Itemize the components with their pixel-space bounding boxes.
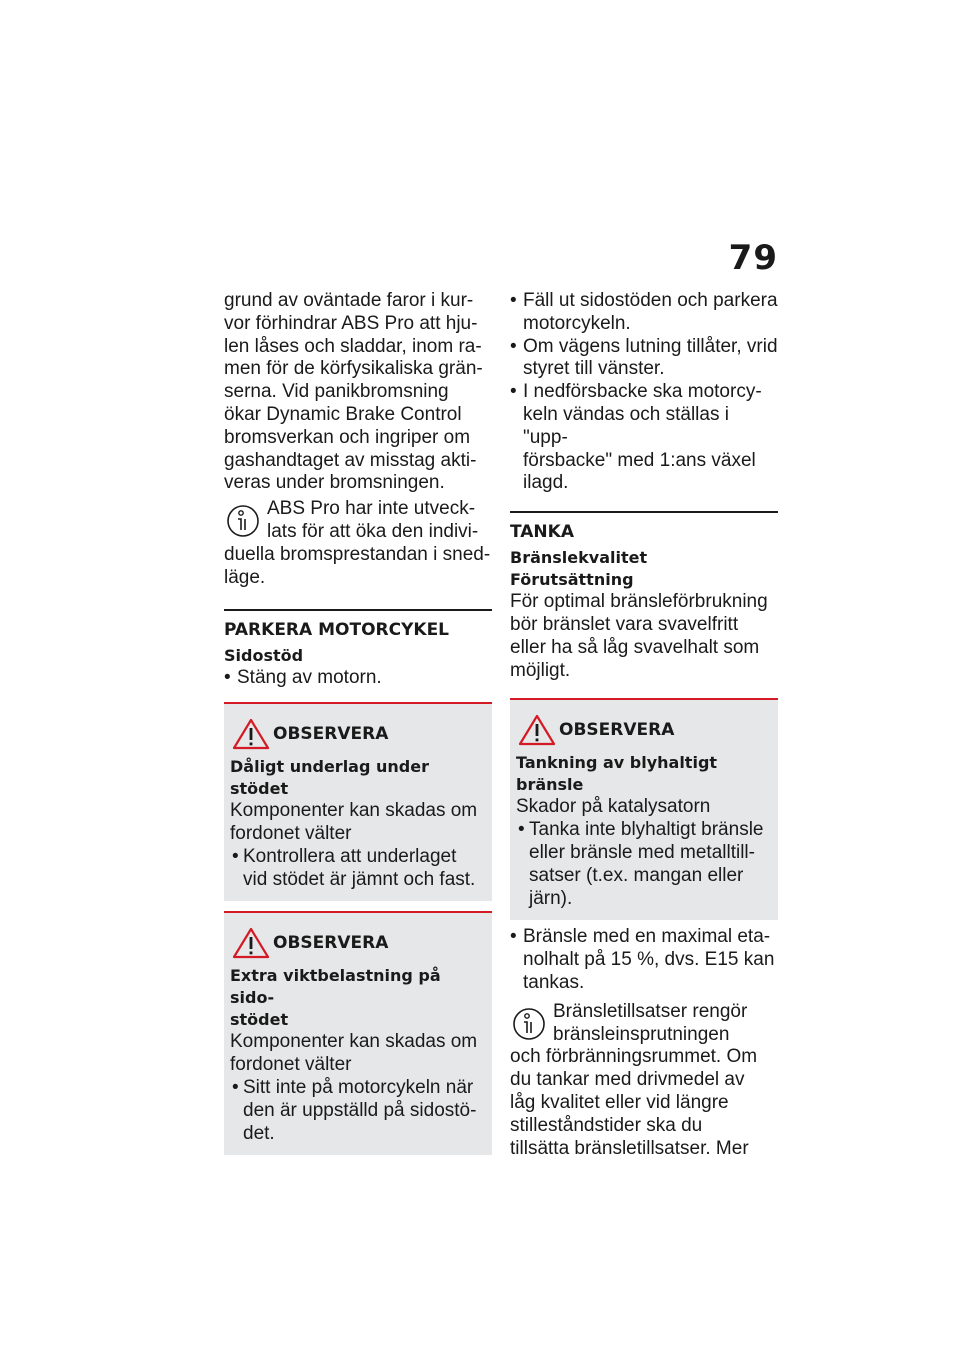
text-line: bränsleinsprutningen [553, 1023, 730, 1045]
notice-title: stödet [230, 1010, 289, 1030]
text-line: och förbränningsrummet. Om [510, 1046, 758, 1068]
text-line: men för de körfysikaliska grän- [224, 358, 483, 380]
text-line: ABS Pro har inte utveck- [267, 498, 476, 520]
notice-label: OBSERVERA [273, 933, 389, 954]
notice-header [516, 714, 772, 744]
info-note [224, 498, 492, 589]
left-column [224, 290, 492, 1155]
section-title: TANKA [510, 511, 778, 545]
notice-title: Extra viktbelastning på sido- [230, 966, 441, 1008]
list-item-text: • Bränsle med en maximal eta- [510, 926, 778, 949]
info-icon [512, 1005, 546, 1043]
notice-label: OBSERVERA [273, 724, 389, 745]
text-line: serna. Vid panikbromsning [224, 381, 449, 403]
section-title: PARKERA MOTORCYKEL [224, 609, 492, 643]
list-item-text: • I nedförsbacke ska motorcy- [510, 381, 778, 404]
notice-bullet-cont: vid stödet är jämnt och fast. [243, 868, 476, 890]
notice-title: Tankning av blyhaltigt [516, 753, 718, 773]
list-item-cont: keln vändas och ställas i "upp- [523, 403, 729, 448]
list-item [510, 926, 778, 994]
text-line: låg kvalitet eller vid längre [510, 1091, 729, 1113]
notice-box [224, 911, 492, 1155]
list-item-cont: nolhalt på 15 %, dvs. E15 kan [523, 949, 775, 971]
list-item-cont: motorcykeln. [523, 312, 631, 334]
text-line: len låses och sladdar, inom ra- [224, 335, 482, 357]
notice-bullet: • Kontrollera att underlaget [230, 846, 486, 869]
list-item-cont: styret till vänster. [523, 358, 665, 380]
right-column [510, 290, 778, 1160]
text-line: bör bränslet vara svavelfritt [510, 613, 739, 635]
warning-icon [232, 718, 270, 750]
list-item [510, 381, 778, 495]
info-note [510, 1001, 778, 1161]
list-item [510, 336, 778, 382]
list-item: • Stäng av motorn. [224, 667, 492, 690]
intro-paragraph [224, 290, 492, 495]
list-item-text: • Fäll ut sidostöden och parkera [510, 290, 778, 313]
text-line: Bränsletillsatser rengör [553, 1000, 748, 1022]
notice-bullet-cont: eller bränsle med metalltill- [529, 841, 755, 863]
text-line: För optimal bränsleförbrukning [510, 591, 768, 613]
list-item-cont: försbacke" med 1:ans växel [523, 449, 756, 471]
subheading: Förutsättning [510, 570, 634, 590]
notice-bullet-cont: den är uppställd på sidostö- [243, 1099, 477, 1121]
notice-desc: fordonet välter [230, 1054, 352, 1076]
text-line: duella bromsprestandan i sned- [224, 543, 491, 565]
text-line: stilleståndstider ska du [510, 1114, 703, 1136]
text-line: tillsätta bränsletillsatser. Mer [510, 1137, 749, 1159]
paragraph [510, 591, 778, 682]
notice-header [230, 718, 486, 748]
notice-bullet-cont: satser (t.ex. mangan eller [529, 864, 744, 886]
notice-desc: Skador på katalysatorn [516, 796, 711, 818]
notice-title: Dåligt underlag under stödet [230, 757, 429, 799]
text-line: möjligt. [510, 659, 571, 681]
text-line: gashandtaget av misstag akti- [224, 449, 477, 471]
notice-desc: fordonet välter [230, 822, 352, 844]
notice-bullet-cont: det. [243, 1122, 275, 1144]
text-line: vor förhindrar ABS Pro att hju- [224, 312, 478, 334]
info-icon [226, 502, 260, 540]
notice-box [510, 698, 778, 920]
list-item-text: • Om vägens lutning tillåter, vrid [510, 336, 778, 359]
list-item [510, 290, 778, 336]
notice-bullet: • Sitt inte på motorcykeln när [230, 1077, 486, 1100]
list-item-cont: ilagd. [523, 472, 569, 494]
text-line: lats för att öka den indivi- [267, 520, 479, 542]
text-line: ökar Dynamic Brake Control [224, 403, 462, 425]
notice-box [224, 702, 492, 901]
text-line: läge. [224, 566, 266, 588]
subheading: Sidostöd [224, 646, 304, 666]
notice-bullet-cont: järn). [529, 887, 573, 909]
warning-icon [518, 714, 556, 746]
page-number: 79 [728, 238, 778, 278]
text-line: du tankar med drivmedel av [510, 1069, 745, 1091]
notice-bullet: • Tanka inte blyhaltigt bränsle [516, 819, 772, 842]
text-line: veras under bromsningen. [224, 472, 445, 494]
notice-label: OBSERVERA [559, 720, 675, 741]
subheading: Bränslekvalitet [510, 548, 648, 568]
text-line: grund av oväntade faror i kur- [224, 290, 474, 311]
list-item-cont: tankas. [523, 971, 585, 993]
notice-header [230, 927, 486, 957]
notice-title: bränsle [516, 775, 584, 795]
notice-desc: Komponenter kan skadas om [230, 1031, 478, 1053]
text-line: eller ha så låg svavelhalt som [510, 636, 760, 658]
notice-desc: Komponenter kan skadas om [230, 800, 478, 822]
text-line: bromsverkan och ingriper om [224, 426, 471, 448]
warning-icon [232, 927, 270, 959]
